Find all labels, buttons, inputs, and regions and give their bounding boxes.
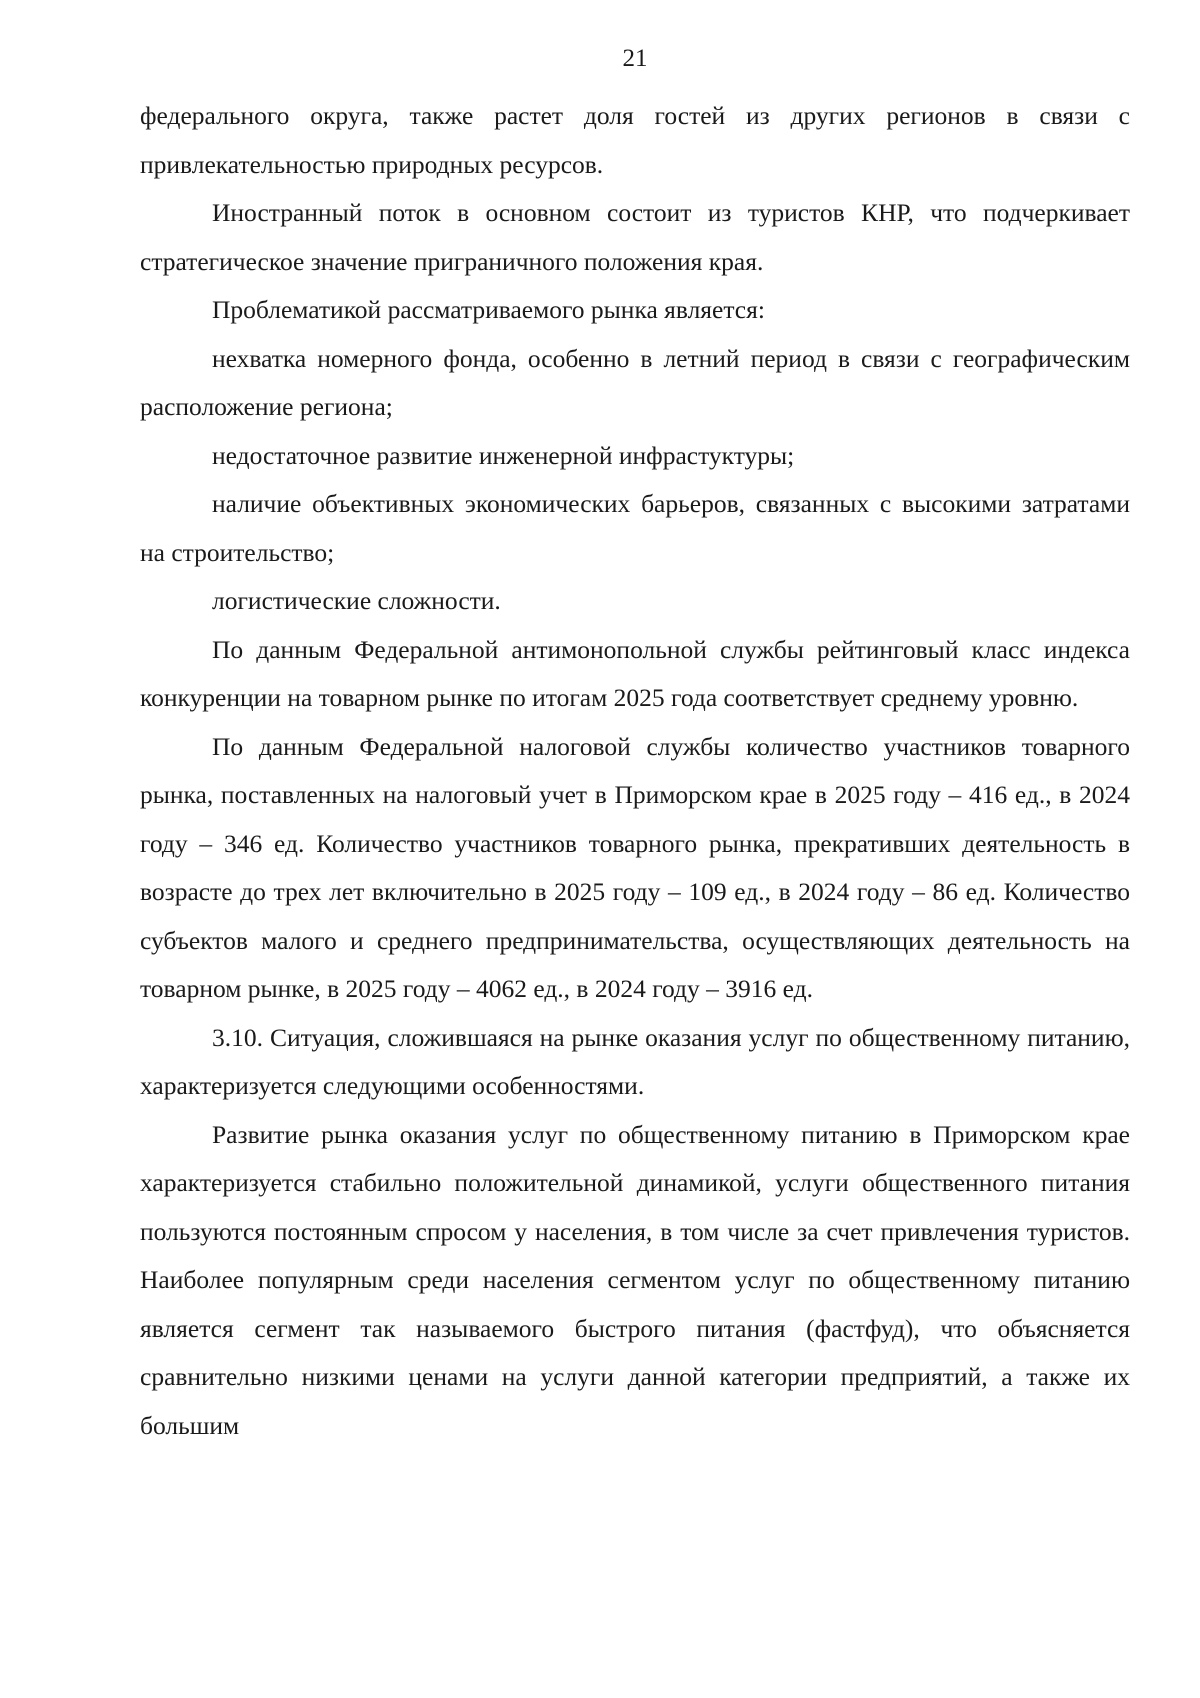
document-body bbox=[140, 92, 1130, 1450]
paragraph-fas-rating: По данным Федеральной антимонопольной службы рейтинговый класс индекса конкуренции на товарном рынке по итогам 2025 года соответствует среднему уровню. bbox=[140, 634, 1130, 712]
list-item-infrastructure: недостаточное развитие инженерной инфрастуктуры; bbox=[212, 440, 795, 470]
list-item-room-shortage: нехватка номерного фонда, особенно в летний период в связи с географическим расположение региона; bbox=[140, 343, 1130, 421]
list-item-logistics: логистические сложности. bbox=[212, 586, 501, 615]
paragraph-problems-intro: Проблематикой рассматриваемого рынка является: bbox=[212, 295, 765, 324]
paragraph-tourist-regions: федерального округа, также растет доля гостей из других регионов в связи с привлекательностью природных ресурсов. bbox=[140, 101, 1130, 179]
paragraph-fns-statistics: По данным Федеральной налоговой службы количество участников товарного рынка, поставленных на налоговый учет в Приморском крае в 2025 году – 416 ед., в 2024 году – 346 ед. Количество участников товарного рынка, прекративших деятельность в возрасте до трех лет включительно в 2025 году – 109 ед., в 2024 году – 86 ед. Количество субъектов малого и среднего предпринимательства, осуществляющих деятельность на товарном рынке, в 2025 году – 4062 ед., в 2024 году – 3916 ед. bbox=[140, 731, 1130, 1003]
paragraph-catering-market: Развитие рынка оказания услуг по общественному питанию в Приморском крае характеризуется стабильно положительной динамикой, услуги общественного питания пользуются постоянным спросом у населения, в том числе за счет привлечения туристов. Наиболее популярным среди населения сегментом услуг по общественному питанию является сегмент так называемого быстрого питания (фастфуд), что объясняется сравнительно низкими ценами на услуги данной категории предприятий, а также их большим bbox=[140, 1119, 1130, 1440]
section-heading-3-10: 3.10. Ситуация, сложившаяся на рынке оказания услуг по общественному питанию, характеризуется следующими особенностями. bbox=[140, 1022, 1130, 1100]
list-item-economic-barriers: наличие объективных экономических барьеров, связанных с высокими затратами на строительство; bbox=[140, 489, 1130, 567]
paragraph-foreign-flow: Иностранный поток в основном состоит из туристов КНР, что подчеркивает стратегическое значение приграничного положения края. bbox=[140, 198, 1130, 276]
page-number: 21 bbox=[622, 45, 648, 72]
